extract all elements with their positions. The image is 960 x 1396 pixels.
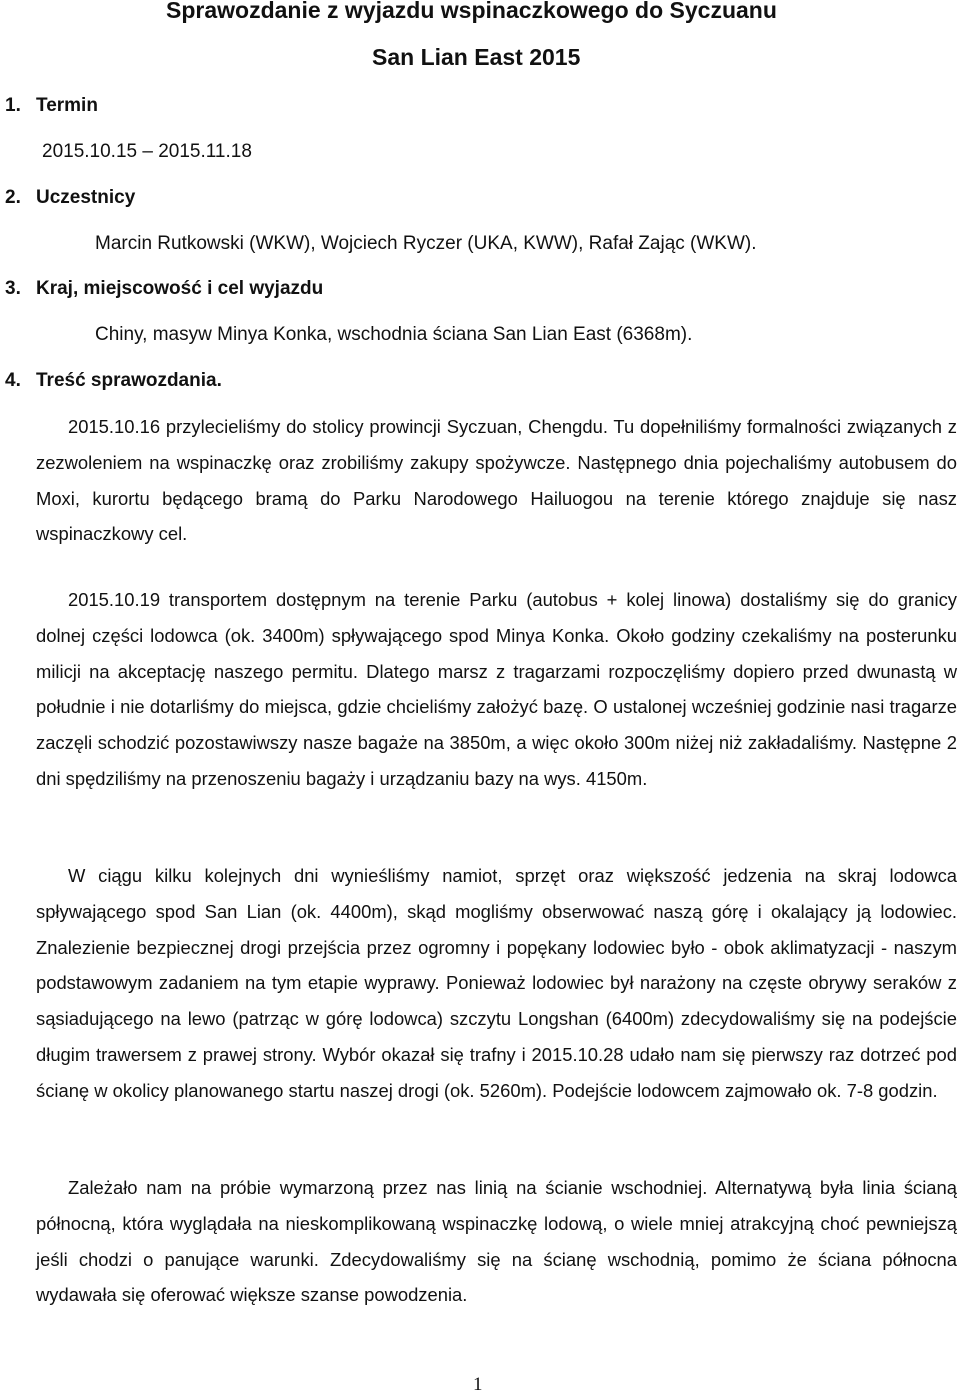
section-title: Kraj, miejscowość i cel wyjazdu — [36, 278, 324, 299]
section-value-dates: 2015.10.15 – 2015.11.18 — [42, 141, 252, 162]
paragraph-route-choice: Zależało nam na próbie wymarzoną przez nas linią na ścianie wschodniej. Alternatywą była linia ścianą północną, która wyglądała na nieskomplikowaną wspinaczkę lodową, o wiele mniej atrakcyjną choć pewniejszą jeśli chodzi o panujące warunki. Zdecydowaliśmy się na ścianę wschodnią, pomimo że ściana północna wydawała się oferować większe szanse powodzenia. — [36, 1177, 957, 1306]
paragraph-arrival: 2015.10.16 przylecieliśmy do stolicy prowincji Syczuan, Chengdu. Tu dopełniliśmy formalności związanych z zezwoleniem na wspinaczkę oraz zrobiliśmy zakupy spożywcze. Następnego dnia pojechaliśmy autobusem do Moxi, kurortu będącego bramą do Parku Narodowego Hailuogou na terenie którego znajduje się nasz wspinaczkowy cel. — [36, 416, 957, 545]
section-number: 4. — [5, 370, 21, 391]
section-title: Termin — [36, 95, 98, 116]
section-value-participants: Marcin Rutkowski (WKW), Wojciech Ryczer (UKA, KWW), Rafał Zając (WKW). — [95, 233, 757, 254]
section-number: 3. — [5, 278, 21, 299]
section-heading-uczestnicy — [5, 187, 135, 209]
section-heading-termin — [5, 95, 98, 117]
section-heading-tresc — [5, 370, 222, 392]
section-value-destination: Chiny, masyw Minya Konka, wschodnia ściana San Lian East (6368m). — [95, 324, 693, 345]
document-subtitle: San Lian East 2015 — [372, 44, 581, 70]
section-number: 2. — [5, 187, 21, 208]
section-heading-kraj — [5, 278, 323, 300]
document-title: Sprawozdanie z wyjazdu wspinaczkowego do Syczuanu — [166, 0, 777, 23]
page-number: 1 — [473, 1374, 483, 1395]
section-title: Treść sprawozdania. — [36, 370, 222, 391]
section-title: Uczestnicy — [36, 187, 136, 208]
paragraph-approach: 2015.10.19 transportem dostępnym na terenie Parku (autobus + kolej linowa) dostaliśmy się do granicy dolnej części lodowca (ok. 3400m) spływającego spod Minya Konka. Około godziny czekaliśmy na posterunku milicji na akceptację naszego permitu. Dlatego marsz z tragarzami rozpoczęliśmy dopiero przed dwunastą w południe i nie dotarliśmy do miejsca, gdzie chcieliśmy założyć bazę. O ustalonej wcześniej godzinie nasi tragarze zaczęli schodzić pozostawiwszy nasze bagaże na 3850m, a więc około 300m niżej niż zakładaliśmy. Następne 2 dni spędziliśmy na przenoszeniu bagaży i urządzaniu bazy na wys. 4150m. — [36, 589, 957, 789]
section-number: 1. — [5, 95, 21, 116]
paragraph-glacier: W ciągu kilku kolejnych dni wynieśliśmy namiot, sprzęt oraz większość jedzenia na skraj lodowca spływającego spod San Lian (ok. 4400m), skąd mogliśmy obserwować naszą górę i okalający ją lodowiec. Znalezienie bezpiecznej drogi przejścia przez ogromny i popękany lodowiec było - obok aklimatyzacji - naszym podstawowym zadaniem na tym etapie wyprawy. Ponieważ lodowiec był narażony na częste obrywy seraków z sąsiadującego na lewo (patrząc w górę lodowca) szczytu Longshan (6400m) zdecydowaliśmy się na podejście długim trawersem z prawej strony. Wybór okazał się trafny i 2015.10.28 udało nam się pierwszy raz dotrzeć pod ścianę w okolicy planowanego startu naszej drogi (ok. 5260m). Podejście lodowcem zajmowało ok. 7-8 godzin. — [36, 865, 957, 1101]
